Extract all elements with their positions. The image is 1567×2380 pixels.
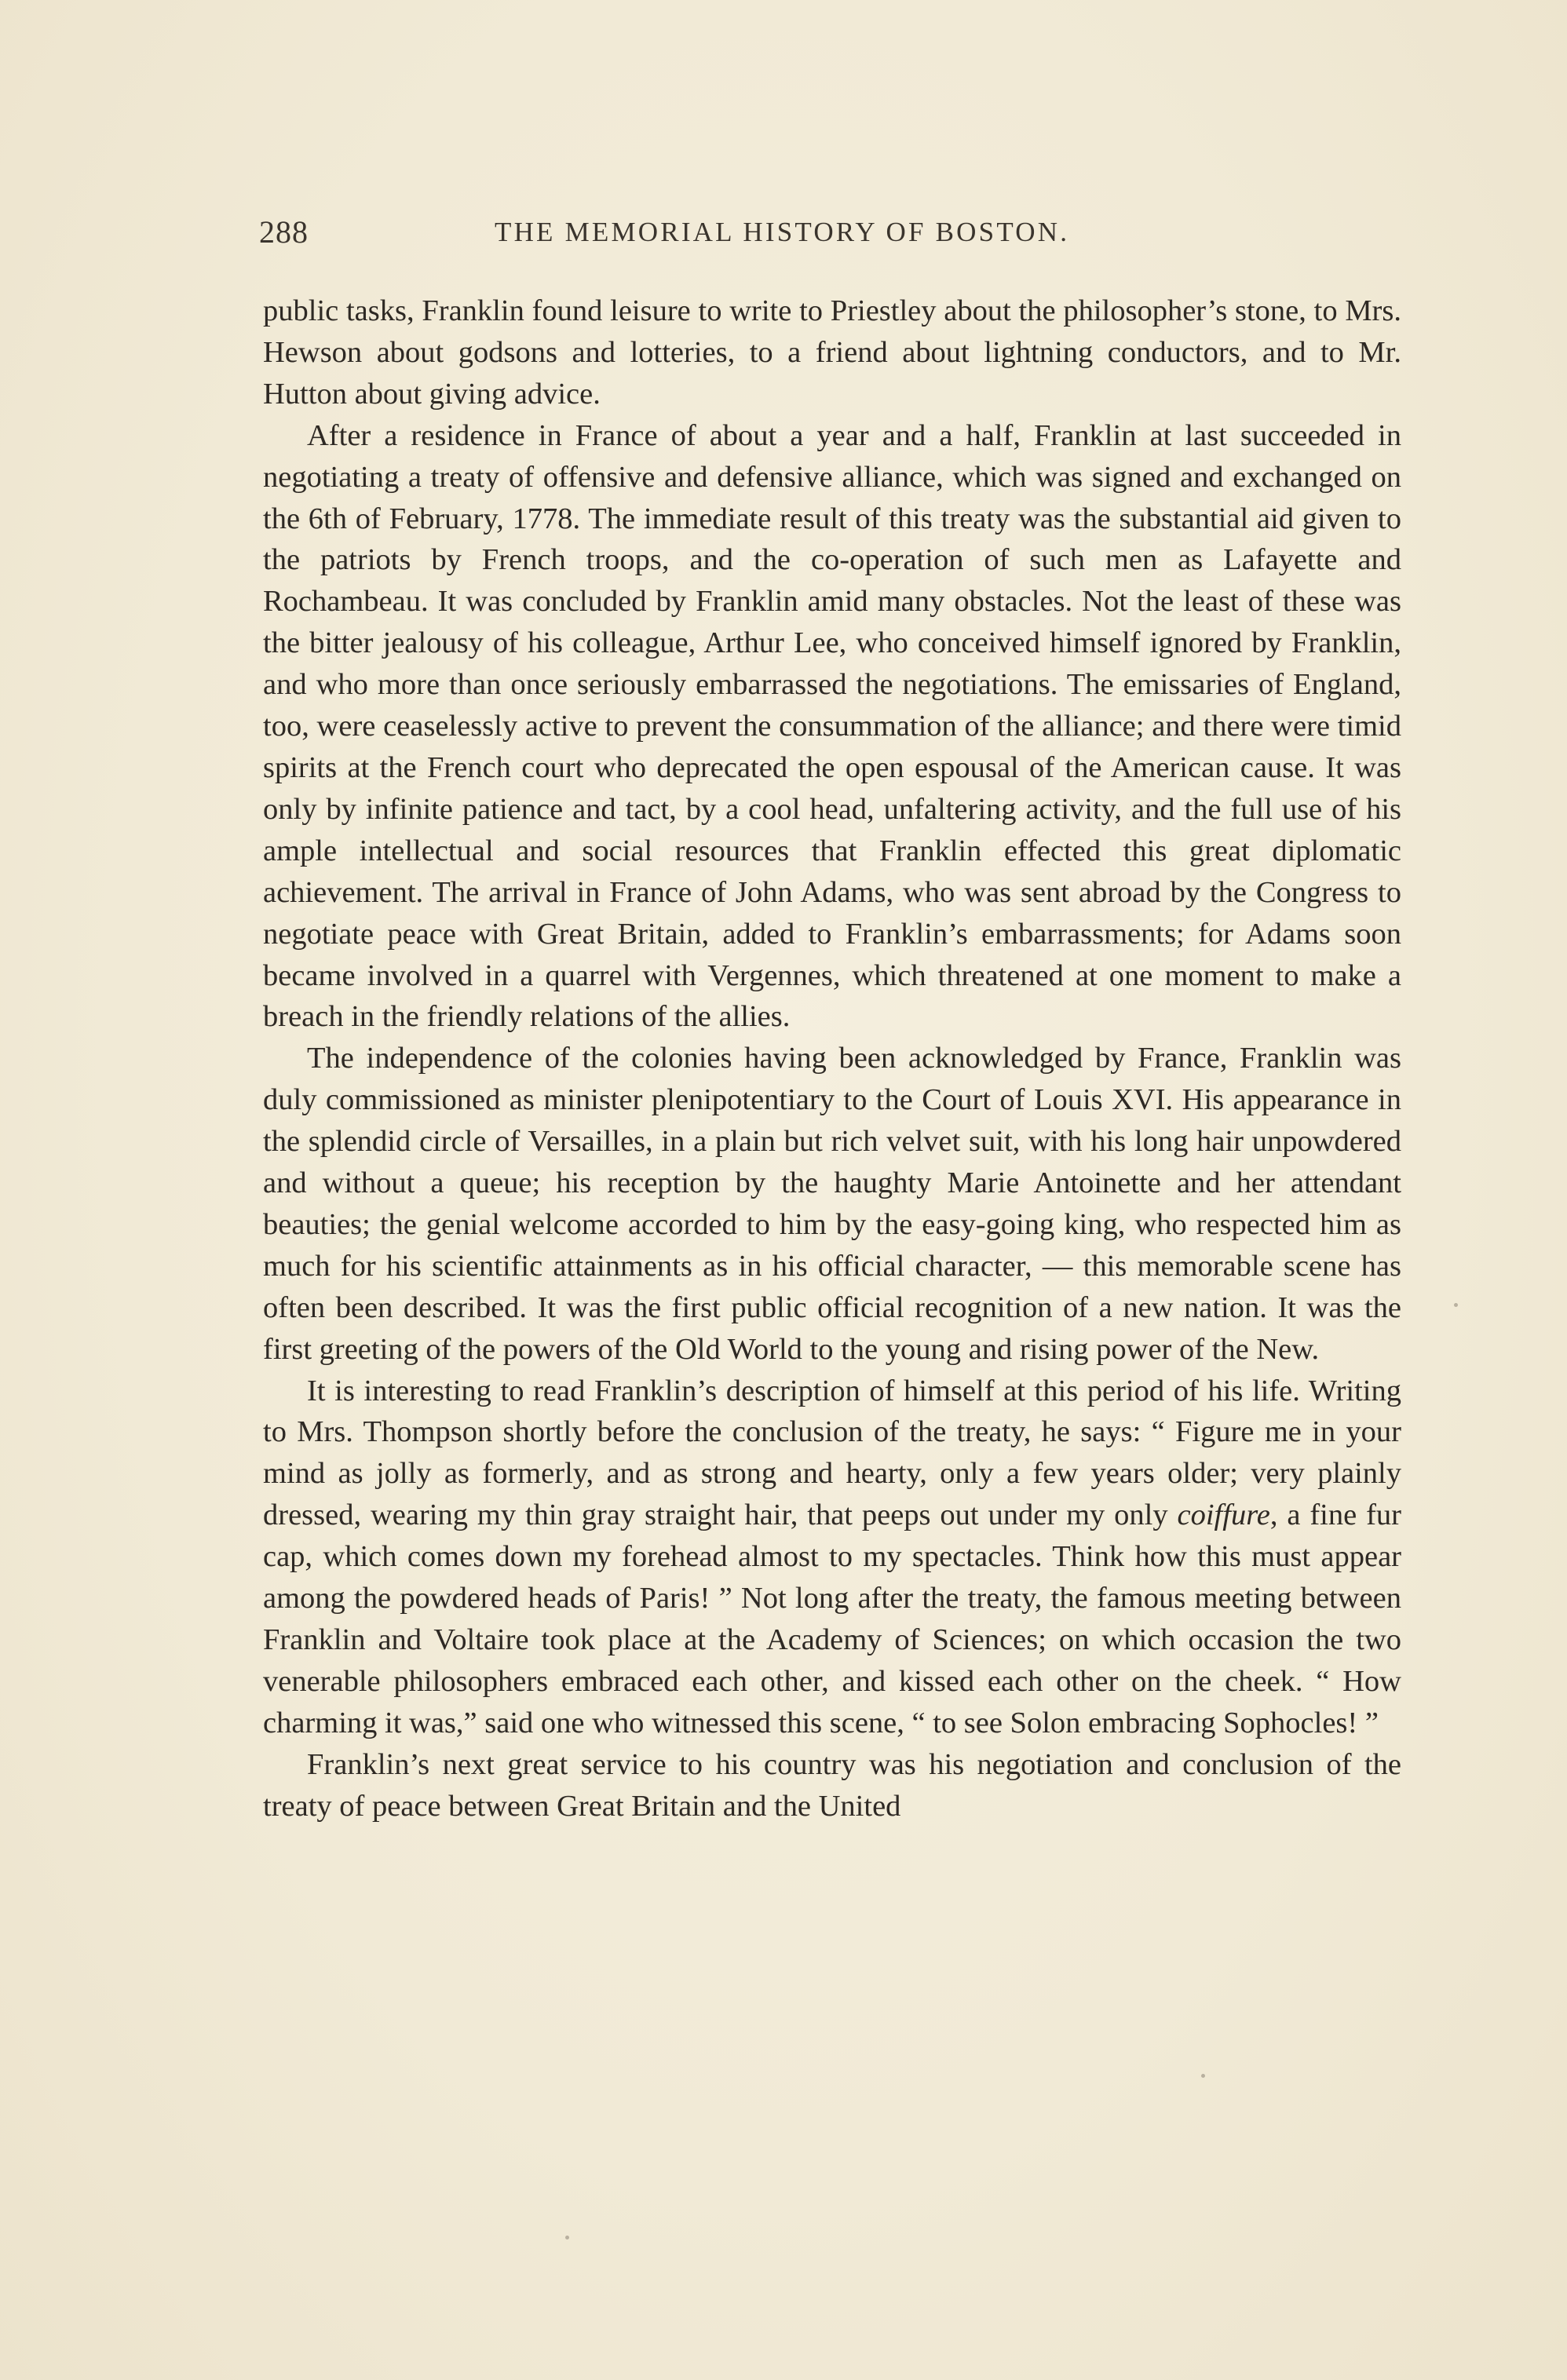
paper-speck [565, 2236, 569, 2239]
paragraph-text: , a fine fur cap, which comes down my forehead almost to my spectacles. Think how this must appear among the powdered heads of Paris! ” Not long after the treaty, the famous meeting between Franklin and Voltaire took place at the Academy of Sciences; on which occasion the two venerable philosophers embraced each other, and kissed each other on the cheek. “ How charming it was,” said one who witnessed this scene, “ to see Solon embracing Sophocles! ” [263, 1498, 1401, 1739]
page-number: 288 [259, 214, 309, 250]
paragraph: After a residence in France of about a year and a half, Franklin at last succeeded in negotiating a treaty of offensive and defensive alliance, which was signed and exchanged on the 6th of February, 1778. The immediate result of this treaty was the substantial aid given to the patriots by French troops, and the co-operation of such men as Lafayette and Rochambeau. It was concluded by Franklin amid many obstacles. Not the least of these was the bitter jealousy of his colleague, Arthur Lee, who conceived himself ignored by Franklin, and who more than once seriously embarrassed the negotiations. The emissaries of England, too, were ceaselessly active to prevent the consummation of the alliance; and there were timid spirits at the French court who deprecated the open espousal of the American cause. It was only by infinite patience and tact, by a cool head, unfaltering activity, and the full use of his ample intellectual and social resources that Franklin effected this great diplomatic achievement. The arrival in France of John Adams, who was sent abroad by the Congress to negotiate peace with Great Britain, added to Franklin’s embarrassments; for Adams soon became involved in a quarrel with Vergennes, which threatened at one moment to make a breach in the friendly relations of the allies. [263, 418, 1401, 1034]
paragraph [263, 1371, 1401, 1744]
paragraph: public tasks, Franklin found leisure to write to Priestley about the philosopher’s stone, to Mrs. Hewson about godsons and lotteries, to a friend about lightning conductors, and to Mr. Hutton about giving advice. [263, 294, 1401, 411]
paper-speck [1201, 2074, 1205, 2078]
body-text [263, 290, 1401, 1827]
paragraph-text: It is interesting to read Franklin’s description of himself at this period of his life. Writing to Mrs. Thompson shortly before the conclusion of the treaty, he says: “ Figure me in your mind as jolly as formerly, and as strong and hearty, only a few years older; very plainly dressed, wearing my thin gray straight hair, that peeps out under my only [263, 1374, 1401, 1532]
paragraph: Franklin’s next great service to his country was his negotiation and conclusion of the treaty of peace between Great Britain and the United [263, 1747, 1401, 1823]
running-head [259, 214, 1405, 253]
paragraph: The independence of the colonies having been acknowledged by France, Franklin was duly commissioned as minister plenipotentiary to the Court of Louis XVI. His appearance in the splendid circle of Versailles, in a plain but rich velvet suit, with his long hair unpowdered and without a queue; his reception by the haughty Marie Antoinette and her attendant beauties; the genial welcome accorded to him by the easy-going king, who respected him as much for his scientific attainments as in his official character, — this memorable scene has often been described. It was the first public official recognition of a new nation. It was the first greeting of the powers of the Old World to the young and rising power of the New. [263, 1042, 1401, 1366]
italic-term: coiffure [1177, 1498, 1270, 1532]
running-title: THE MEMORIAL HISTORY OF BOSTON. [495, 217, 1070, 247]
paper-speck [1454, 1303, 1458, 1307]
